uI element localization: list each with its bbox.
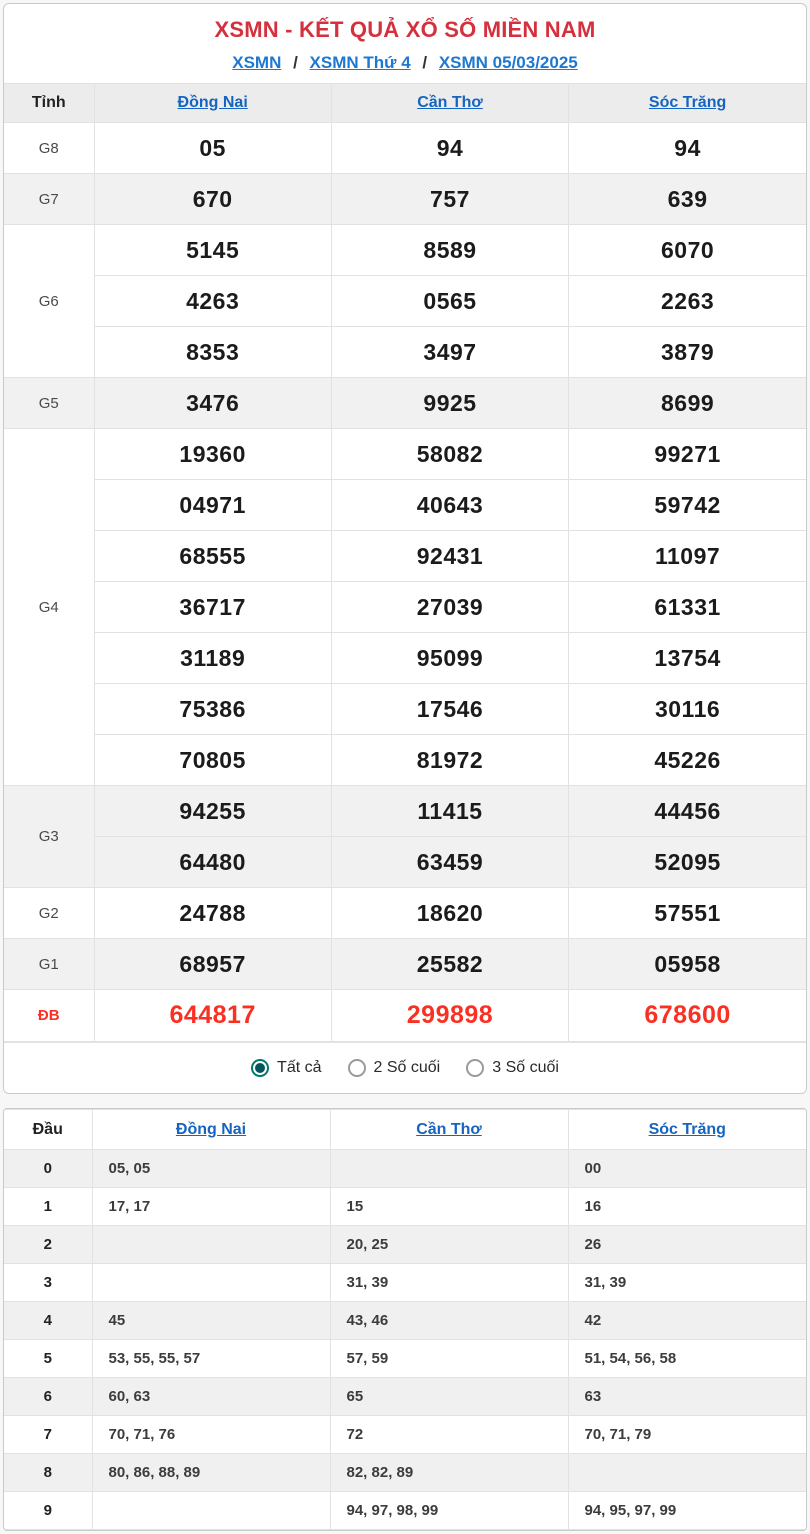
results-province-header [94, 84, 331, 123]
tails-values-cell: 82, 82, 89 [330, 1454, 568, 1492]
prize-number-cell: 19360 [94, 429, 331, 480]
radio-selected-icon [251, 1059, 269, 1077]
tails-values-cell: 70, 71, 76 [92, 1416, 330, 1454]
prize-number-cell: 2263 [569, 276, 806, 327]
prize-row-G5 [4, 378, 806, 429]
tails-values-cell: 16 [568, 1188, 806, 1226]
prize-label: G5 [4, 378, 94, 429]
tails-province-link-2[interactable]: Sóc Trăng [648, 1120, 726, 1138]
prize-number-cell: 58082 [331, 429, 568, 480]
tails-values-cell: 15 [330, 1188, 568, 1226]
prize-row-G6 [4, 225, 806, 276]
prize-number-cell: 05 [94, 123, 331, 174]
tails-digit: 8 [4, 1454, 92, 1492]
prize-number-cell: 5145 [94, 225, 331, 276]
tails-corner-label: Đầu [4, 1110, 92, 1150]
prize-row-G4 [4, 735, 806, 786]
tails-values-cell: 31, 39 [568, 1264, 806, 1302]
prize-label: G7 [4, 174, 94, 225]
results-card [3, 3, 807, 1094]
tails-values-cell: 60, 63 [92, 1378, 330, 1416]
tails-values-cell: 45 [92, 1302, 330, 1340]
prize-number-cell: 64480 [94, 837, 331, 888]
prize-number-cell: 18620 [331, 888, 568, 939]
prize-label: G3 [4, 786, 94, 888]
tails-digit: 5 [4, 1340, 92, 1378]
prize-row-G6 [4, 327, 806, 378]
tails-values-cell [330, 1150, 568, 1188]
results-province-link-0[interactable]: Đồng Nai [177, 94, 248, 111]
prize-number-cell: 24788 [94, 888, 331, 939]
results-table [4, 83, 806, 1042]
prize-number-cell: 644817 [94, 990, 331, 1042]
results-province-link-2[interactable]: Sóc Trăng [648, 94, 727, 111]
results-table-head [4, 84, 806, 123]
tails-province-link-0[interactable]: Đồng Nai [175, 1120, 247, 1138]
breadcrumb-link-0[interactable]: XSMN [232, 53, 282, 72]
radio-label: 2 Số cuối [373, 1059, 441, 1076]
radio-unselected-icon [348, 1059, 366, 1077]
tails-values-cell: 26 [568, 1226, 806, 1264]
tails-values-cell: 17, 17 [92, 1188, 330, 1226]
prize-number-cell: 68555 [94, 531, 331, 582]
prize-row-G3 [4, 837, 806, 888]
prize-number-cell: 639 [569, 174, 806, 225]
tails-row-1 [4, 1188, 806, 1226]
results-province-header [569, 84, 806, 123]
breadcrumb-separator: / [288, 53, 303, 72]
prize-number-cell: 30116 [569, 684, 806, 735]
prize-number-cell: 27039 [331, 582, 568, 633]
prize-number-cell: 94 [569, 123, 806, 174]
results-header-row [4, 84, 806, 123]
tails-digit: 1 [4, 1188, 92, 1226]
prize-number-cell: 59742 [569, 480, 806, 531]
display-filter [4, 1042, 806, 1093]
prize-number-cell: 17546 [331, 684, 568, 735]
page-title: XSMN - KẾT QUẢ XỔ SỐ MIỀN NAM [214, 17, 596, 42]
prize-row-G4 [4, 633, 806, 684]
prize-number-cell: 9925 [331, 378, 568, 429]
breadcrumb-link-2[interactable]: XSMN 05/03/2025 [438, 53, 578, 72]
tails-province-link-1[interactable]: Cần Thơ [416, 1120, 482, 1138]
prize-number-cell: 94 [331, 123, 568, 174]
results-corner-label: Tỉnh [4, 84, 94, 123]
prize-label: G2 [4, 888, 94, 939]
tails-values-cell: 42 [568, 1302, 806, 1340]
prize-number-cell: 92431 [331, 531, 568, 582]
tails-values-cell: 63 [568, 1378, 806, 1416]
prize-number-cell: 52095 [569, 837, 806, 888]
tails-values-cell [92, 1264, 330, 1302]
prize-number-cell: 95099 [331, 633, 568, 684]
tails-values-cell: 57, 59 [330, 1340, 568, 1378]
tails-digit: 9 [4, 1492, 92, 1530]
prize-number-cell: 25582 [331, 939, 568, 990]
prize-label: G6 [4, 225, 94, 378]
prize-label: G4 [4, 429, 94, 786]
prize-number-cell: 05958 [569, 939, 806, 990]
prize-row-G3 [4, 786, 806, 837]
prize-number-cell: 44456 [569, 786, 806, 837]
radio-option-0[interactable] [251, 1059, 321, 1077]
tails-row-0 [4, 1150, 806, 1188]
tails-values-cell [92, 1492, 330, 1530]
tails-row-5 [4, 1340, 806, 1378]
prize-row-G4 [4, 480, 806, 531]
radio-label: 3 Số cuối [492, 1059, 559, 1076]
tails-digit: 3 [4, 1264, 92, 1302]
prize-row-ĐB [4, 990, 806, 1042]
prize-number-cell: 8589 [331, 225, 568, 276]
prize-number-cell: 757 [331, 174, 568, 225]
tails-values-cell: 00 [568, 1150, 806, 1188]
prize-number-cell: 63459 [331, 837, 568, 888]
tails-table-body [4, 1150, 806, 1530]
tails-values-cell [92, 1226, 330, 1264]
tails-values-cell [568, 1454, 806, 1492]
prize-row-G4 [4, 429, 806, 480]
prize-number-cell: 61331 [569, 582, 806, 633]
tails-row-9 [4, 1492, 806, 1530]
prize-number-cell: 11415 [331, 786, 568, 837]
prize-number-cell: 36717 [94, 582, 331, 633]
tails-row-2 [4, 1226, 806, 1264]
tails-values-cell: 20, 25 [330, 1226, 568, 1264]
tails-values-cell: 94, 95, 97, 99 [568, 1492, 806, 1530]
prize-row-G6 [4, 276, 806, 327]
tails-row-3 [4, 1264, 806, 1302]
prize-number-cell: 75386 [94, 684, 331, 735]
prize-number-cell: 57551 [569, 888, 806, 939]
radio-option-2[interactable] [466, 1059, 559, 1077]
breadcrumb-separator: / [417, 53, 432, 72]
tails-values-cell: 51, 54, 56, 58 [568, 1340, 806, 1378]
radio-unselected-icon [466, 1059, 484, 1077]
radio-option-1[interactable] [348, 1059, 441, 1077]
results-province-link-1[interactable]: Cần Thơ [417, 94, 483, 111]
tails-digit: 0 [4, 1150, 92, 1188]
tails-values-cell: 05, 05 [92, 1150, 330, 1188]
prize-row-G7 [4, 174, 806, 225]
prize-row-G4 [4, 531, 806, 582]
prize-number-cell: 70805 [94, 735, 331, 786]
prize-row-G4 [4, 684, 806, 735]
radio-label: Tất cả [277, 1059, 322, 1076]
prize-label: ĐB [4, 990, 94, 1042]
prize-number-cell: 45226 [569, 735, 806, 786]
breadcrumb [4, 46, 806, 83]
tails-values-cell: 65 [330, 1378, 568, 1416]
prize-number-cell: 4263 [94, 276, 331, 327]
tails-card [3, 1108, 807, 1531]
tails-province-header [568, 1110, 806, 1150]
results-province-header [331, 84, 568, 123]
tails-table [4, 1109, 806, 1530]
prize-number-cell: 0565 [331, 276, 568, 327]
prize-number-cell: 40643 [331, 480, 568, 531]
tails-row-7 [4, 1416, 806, 1454]
prize-number-cell: 678600 [569, 990, 806, 1042]
tails-digit: 4 [4, 1302, 92, 1340]
prize-number-cell: 81972 [331, 735, 568, 786]
tails-values-cell: 43, 46 [330, 1302, 568, 1340]
prize-number-cell: 8699 [569, 378, 806, 429]
tails-values-cell: 94, 97, 98, 99 [330, 1492, 568, 1530]
prize-number-cell: 99271 [569, 429, 806, 480]
results-table-body [4, 123, 806, 1042]
tails-digit: 7 [4, 1416, 92, 1454]
tails-values-cell: 80, 86, 88, 89 [92, 1454, 330, 1492]
prize-number-cell: 13754 [569, 633, 806, 684]
tails-header-row [4, 1110, 806, 1150]
tails-row-6 [4, 1378, 806, 1416]
prize-number-cell: 3476 [94, 378, 331, 429]
prize-row-G2 [4, 888, 806, 939]
prize-row-G4 [4, 582, 806, 633]
tails-values-cell: 70, 71, 79 [568, 1416, 806, 1454]
breadcrumb-link-1[interactable]: XSMN Thứ 4 [309, 53, 411, 72]
prize-number-cell: 3497 [331, 327, 568, 378]
prize-label: G1 [4, 939, 94, 990]
tails-row-4 [4, 1302, 806, 1340]
tails-digit: 6 [4, 1378, 92, 1416]
prize-number-cell: 8353 [94, 327, 331, 378]
prize-number-cell: 299898 [331, 990, 568, 1042]
prize-number-cell: 3879 [569, 327, 806, 378]
tails-row-8 [4, 1454, 806, 1492]
prize-row-G8 [4, 123, 806, 174]
prize-number-cell: 670 [94, 174, 331, 225]
tails-values-cell: 72 [330, 1416, 568, 1454]
prize-label: G8 [4, 123, 94, 174]
tails-province-header [92, 1110, 330, 1150]
prize-number-cell: 6070 [569, 225, 806, 276]
prize-number-cell: 04971 [94, 480, 331, 531]
tails-province-header [330, 1110, 568, 1150]
prize-number-cell: 11097 [569, 531, 806, 582]
tails-values-cell: 53, 55, 55, 57 [92, 1340, 330, 1378]
prize-row-G1 [4, 939, 806, 990]
tails-values-cell: 31, 39 [330, 1264, 568, 1302]
prize-number-cell: 68957 [94, 939, 331, 990]
tails-table-head [4, 1110, 806, 1150]
prize-number-cell: 94255 [94, 786, 331, 837]
tails-digit: 2 [4, 1226, 92, 1264]
prize-number-cell: 31189 [94, 633, 331, 684]
